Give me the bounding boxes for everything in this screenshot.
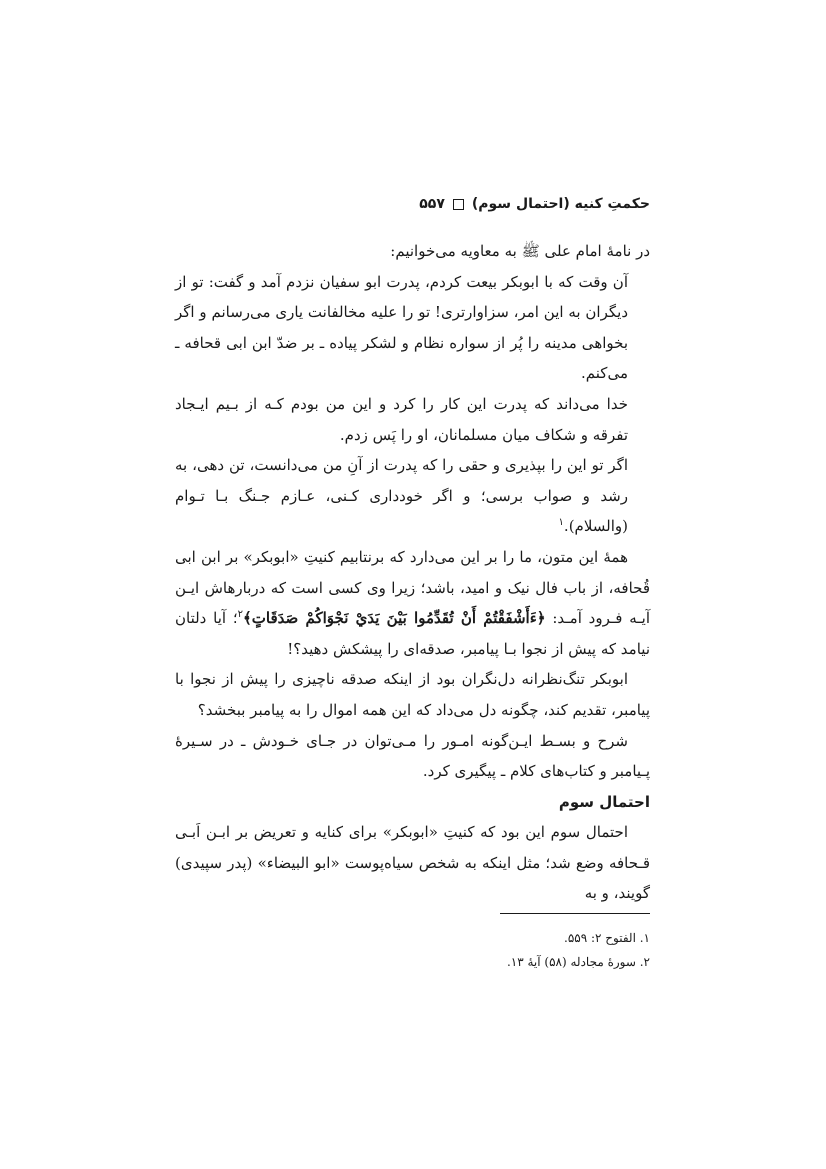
square-ornament-icon — [453, 199, 464, 210]
footnote-ref-2: ۲ — [237, 609, 243, 621]
main-text — [175, 236, 650, 909]
intro-line: در نامهٔ امام علی ﷺ به معاویه می‌خوانیم: — [390, 242, 650, 260]
page-number: ۵۵۷ — [419, 196, 445, 212]
header-title: حکمتِ کنیه (احتمال سوم) — [471, 196, 650, 212]
letter-quote-3 — [175, 450, 650, 542]
footnote-1: ۱. الفتوح ۲: ۵۵۹. — [563, 931, 650, 945]
paragraph-2: ابوبکر تنگ‌نظرانه دل‌نگران بود از اینکه صدقه ناچیزی را پیش از نجوا با پیامبر، تقدیم کند، چگونه دل می‌داد که این همه اموال را به پیامبر ببخشد؟ — [175, 670, 650, 719]
paragraph-4: احتمال سوم این بود که کنیتِ «ابوبکر» برای کنایه و تعریض بر ابـن اَبـی قـحافه وضع شد؛ مثل اینکه به شخص سیاه‌پوست «ابو البیضاء» (پدر سپیدی) گویند، و به — [175, 823, 650, 903]
paragraph-1-continuation: ؛ آیا دلتان نیامد که پیش از نجوا بـا پیامبر، صدقه‌ای را پیشکش دهید؟! — [175, 609, 650, 658]
letter-quote-3-text: اگر تو این را بپذیری و حقی را که پدرت از آنِ من می‌دانست، تن دهی، به رشد و صواب برسی؛ و اگر خودداری کـنی، عـازم جـنگ بـا تـوام (والسلام). — [175, 456, 628, 536]
quran-verse: ﴿ءَأَشْفَقْتُمْ أَنْ تُقَدِّمُوا بَيْنَ يَدَيْ نَجْوَاكُمْ صَدَقَاتٍ﴾ — [243, 609, 546, 628]
footnotes — [180, 926, 650, 974]
paragraph-3: شرح و بسـط ایـن‌گونه امـور را مـی‌توان در جـای خـودش ـ در سـیرهٔ پـیامبر و کتاب‌های کلام ـ پیگیری کرد. — [175, 731, 650, 781]
letter-quote-1: آن وقت که با ابوبکر بیعت کردم، پدرت ابو سفیان نزدم آمد و گفت: تو از دیگران به این امر، سزاوارتری! تو را علیه مخالفانت یاری می‌رسانم و اگر بخواهی مدینه را پُر از سواره نظام و لشکر پیاده ـ بر ضدّ ابن ابی قحافه ـ می‌کنم. — [175, 272, 628, 383]
footnote-divider — [500, 913, 650, 914]
footnote-2: ۲. سورهٔ مجادله (۵۸) آیهٔ ۱۳. — [506, 955, 650, 969]
footnote-ref-1: ۱ — [558, 517, 564, 529]
section-heading: احتمال سوم — [558, 792, 650, 811]
paragraph-1 — [175, 542, 650, 664]
letter-quote-2: خدا می‌داند که پدرت این کار را کرد و این من بودم کـه از بـیم ایـجاد تفرقه و شکاف میان مسلمانان، او را پَس زدم. — [175, 394, 628, 444]
paragraph-1-text: همهٔ این متون، ما را بر این می‌دارد که برنتابیم کنیتِ «ابوبکر» بر ابن ابی قُحافه، از باب فال نیک و امید، باشد؛ زیرا وی کسی است که دربارهاش ایـن آیـه فـرود آمـد: — [175, 547, 650, 628]
running-header — [180, 196, 650, 212]
